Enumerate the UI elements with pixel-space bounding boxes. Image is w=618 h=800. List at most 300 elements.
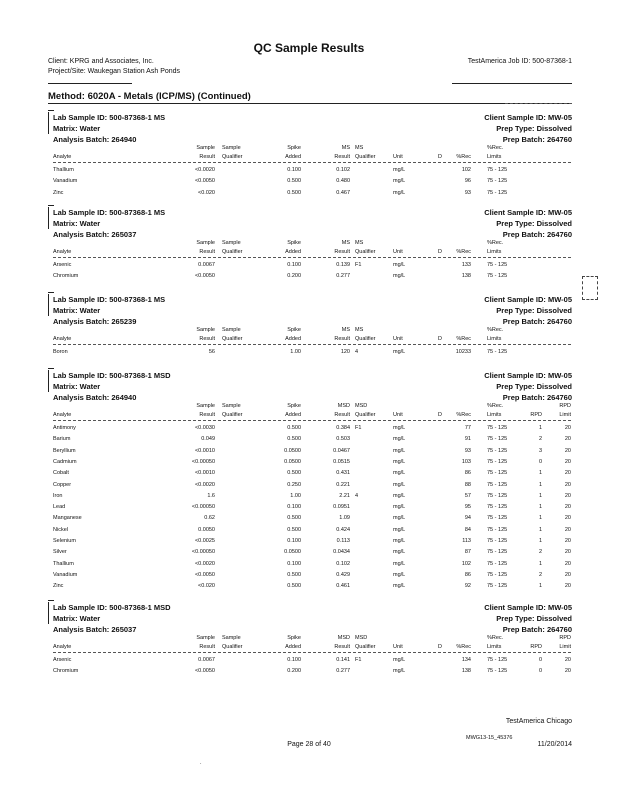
- job-id: TestAmerica Job ID: 500-87368-1: [467, 58, 572, 65]
- section-bracket-foot: [48, 292, 54, 293]
- column-header: Limits: [487, 249, 502, 255]
- lab-sample-id: Lab Sample ID: 500-87368-1 MS: [53, 208, 166, 217]
- table-cell: 84: [464, 526, 471, 533]
- column-header: Qualifier: [355, 336, 376, 342]
- table-cell: <0.0050: [194, 273, 215, 280]
- section-bracket-foot: [48, 205, 54, 206]
- section-info: [53, 602, 171, 635]
- column-header: %Rec: [456, 249, 471, 255]
- table-cell: 138: [461, 273, 471, 280]
- column-header: Result: [334, 412, 350, 418]
- section-bracket: [48, 207, 49, 229]
- table-cell: 4: [355, 349, 359, 355]
- table-cell: 75 - 125: [487, 262, 508, 268]
- table-cell: 0.0467: [333, 447, 350, 454]
- table-cell: 0.500: [287, 189, 301, 196]
- table-cell: 1: [538, 538, 542, 544]
- table-cell: 75 - 125: [487, 538, 508, 544]
- column-header-top: Spike: [287, 240, 301, 246]
- section-prep-info: [484, 370, 572, 403]
- table-cell: 75 - 125: [487, 178, 508, 185]
- client-name: Client: KPRG and Associates, Inc.: [48, 58, 154, 65]
- table-cell: 0.500: [287, 526, 301, 533]
- table-cell: mg/L: [393, 492, 406, 499]
- column-header: D: [438, 644, 442, 650]
- table-cell: 0.0500: [284, 458, 301, 465]
- analyte-name: Vanadium: [53, 571, 78, 578]
- page-title: QC Sample Results: [253, 41, 365, 55]
- table-cell: <0.0050: [194, 178, 215, 185]
- table-cell: 0.100: [287, 560, 301, 567]
- table-cell: 92: [464, 583, 471, 590]
- table-cell: 0.424: [336, 526, 350, 533]
- table-cell: 0.500: [287, 425, 301, 431]
- column-header-top: %Rec.: [487, 327, 504, 333]
- analysis-batch: Analysis Batch: 265239: [53, 317, 137, 326]
- table-cell: 20: [564, 492, 571, 499]
- table-cell: 95: [464, 504, 471, 511]
- table-cell: <0.0010: [194, 447, 215, 454]
- table-cell: <0.0020: [194, 560, 215, 567]
- column-header: Limits: [487, 336, 502, 342]
- column-header-top: Sample: [222, 635, 241, 641]
- matrix: Matrix: Water: [53, 124, 101, 133]
- table-cell: 113: [462, 538, 471, 544]
- table-cell: 0.461: [336, 583, 350, 590]
- column-header-top: Sample: [222, 327, 241, 333]
- analysis-batch: Analysis Batch: 264940: [53, 393, 137, 402]
- column-header-top: MS: [341, 327, 350, 333]
- table-cell: 0.102: [336, 167, 350, 173]
- column-header-top: Spike: [287, 327, 301, 333]
- table-cell: mg/L: [393, 504, 406, 511]
- table-cell: 138: [461, 668, 471, 675]
- column-header-top: MSD: [337, 403, 350, 409]
- analyte-name: Beryllium: [53, 447, 76, 454]
- section-bracket: [48, 112, 49, 134]
- lab-sample-id: Lab Sample ID: 500-87368-1 MSD: [53, 603, 171, 612]
- table-cell: 0.100: [287, 167, 301, 173]
- column-header-top: MSD: [355, 635, 368, 641]
- matrix: Matrix: Water: [53, 382, 101, 391]
- matrix: Matrix: Water: [53, 614, 101, 623]
- section-prep-info: [484, 207, 572, 240]
- table-cell: 0.100: [287, 504, 301, 511]
- column-header: Qualifier: [222, 336, 243, 342]
- prep-batch: Prep Batch: 264760: [502, 625, 572, 634]
- table-cell: 57: [464, 492, 471, 499]
- client-sample-id: Client Sample ID: MW-05: [484, 113, 572, 122]
- table-cell: 1.00: [290, 349, 301, 355]
- prep-type: Prep Type: Dissolved: [496, 306, 572, 315]
- lab-sample-id: Lab Sample ID: 500-87368-1 MS: [53, 295, 166, 304]
- column-header: Added: [285, 154, 301, 160]
- table-cell: 1: [538, 470, 542, 477]
- table-cell: 0.431: [336, 470, 350, 477]
- table-cell: 1.6: [207, 492, 215, 499]
- table-cell: mg/L: [393, 560, 406, 567]
- client-sample-id: Client Sample ID: MW-05: [484, 295, 572, 304]
- analysis-batch: Analysis Batch: 265037: [53, 230, 137, 239]
- table-cell: 0.0515: [333, 458, 350, 465]
- column-header-top: MS: [355, 145, 364, 151]
- header-rule: [53, 162, 571, 163]
- table-cell: mg/L: [393, 583, 406, 590]
- analyte-name: Chromium: [53, 668, 79, 675]
- lab-sample-id: Lab Sample ID: 500-87368-1 MSD: [53, 371, 171, 380]
- table-cell: 75 - 125: [487, 458, 508, 465]
- analyte-name: Arsenic: [53, 657, 72, 663]
- table-cell: 102: [461, 560, 471, 567]
- table-cell: 75 - 125: [487, 657, 508, 663]
- section-info: [53, 207, 165, 240]
- column-header: Unit: [393, 412, 403, 418]
- analysis-batch: Analysis Batch: 264940: [53, 135, 137, 144]
- column-header-top: %Rec.: [487, 145, 504, 151]
- table-cell: 20: [564, 458, 571, 465]
- column-header-top: RPD: [559, 403, 571, 409]
- table-cell: 0.200: [287, 668, 301, 675]
- client-sample-id: Client Sample ID: MW-05: [484, 371, 572, 380]
- table-cell: mg/L: [393, 262, 406, 268]
- table-cell: <0.0020: [194, 167, 215, 173]
- column-header: Result: [199, 154, 215, 160]
- table-cell: 1: [538, 492, 542, 499]
- column-header-top: MSD: [337, 635, 350, 641]
- analyte-name: Nickel: [53, 526, 68, 533]
- footer-page: Page 28 of 40: [287, 741, 331, 748]
- column-header: D: [438, 336, 442, 342]
- column-header-top: Sample: [196, 327, 215, 333]
- matrix: Matrix: Water: [53, 219, 101, 228]
- column-header-top: Sample: [196, 145, 215, 151]
- table-cell: 20: [564, 657, 571, 663]
- column-header: Result: [199, 249, 215, 255]
- table-cell: 88: [464, 481, 471, 488]
- column-header-top: RPD: [559, 635, 571, 641]
- table-cell: <0.0050: [194, 571, 215, 578]
- analyte-name: Vanadium: [53, 178, 78, 185]
- table-cell: 75 - 125: [487, 560, 508, 567]
- analyte-name: Copper: [53, 481, 72, 488]
- analyte-name: Cadmium: [53, 458, 77, 465]
- method-underline: [48, 103, 572, 104]
- table-cell: 2: [538, 549, 542, 556]
- section-bracket: [48, 370, 49, 392]
- table-cell: 2: [538, 436, 542, 443]
- table-cell: 1: [538, 481, 542, 488]
- table-cell: 93: [464, 447, 471, 454]
- section-prep-info: [484, 294, 572, 327]
- table-cell: 0.480: [336, 178, 350, 185]
- column-header: Analyte: [53, 336, 72, 342]
- client-sample-id: Client Sample ID: MW-05: [484, 603, 572, 612]
- column-header: Result: [199, 336, 215, 342]
- table-cell: 20: [564, 538, 571, 544]
- analyte-name: Barium: [53, 436, 71, 443]
- table-cell: 0.0500: [284, 447, 301, 454]
- table-cell: 75 - 125: [487, 515, 508, 522]
- prep-type: Prep Type: Dissolved: [496, 219, 572, 228]
- table-cell: mg/L: [393, 515, 406, 522]
- table-cell: 0.384: [336, 425, 350, 431]
- table-cell: 75 - 125: [487, 273, 508, 280]
- table-cell: 0.049: [201, 436, 215, 443]
- section-bracket-foot: [48, 110, 54, 111]
- table-cell: 1: [538, 515, 542, 522]
- table-cell: <0.020: [198, 189, 215, 196]
- column-header-top: %Rec.: [487, 403, 504, 409]
- table-cell: 75 - 125: [487, 549, 508, 556]
- table-cell: 0.113: [336, 538, 350, 544]
- column-header: Added: [285, 644, 301, 650]
- column-header-top: Sample: [222, 145, 241, 151]
- column-header: Result: [334, 249, 350, 255]
- footer-date: 11/20/2014: [537, 741, 572, 748]
- table-cell: 0.139: [336, 262, 350, 268]
- table-cell: <0.020: [198, 583, 215, 590]
- table-cell: 75 - 125: [487, 436, 508, 443]
- table-cell: 2: [538, 571, 542, 578]
- column-header: Analyte: [53, 154, 72, 160]
- column-header-top: %Rec.: [487, 240, 504, 246]
- column-header: Analyte: [53, 644, 72, 650]
- table-cell: 1: [538, 526, 542, 533]
- header-rule-left: [48, 83, 132, 84]
- prep-batch: Prep Batch: 264760: [502, 135, 572, 144]
- table-cell: 20: [564, 549, 571, 556]
- table-cell: <0.0010: [194, 470, 215, 477]
- column-header-top: Sample: [196, 403, 215, 409]
- table-cell: 96: [464, 178, 471, 185]
- section-bracket: [48, 294, 49, 316]
- table-cell: 20: [564, 571, 571, 578]
- column-header: Unit: [393, 336, 403, 342]
- table-cell: mg/L: [393, 436, 406, 443]
- column-header-top: MSD: [355, 403, 368, 409]
- table-cell: mg/L: [393, 273, 406, 280]
- table-cell: 75 - 125: [487, 668, 508, 675]
- table-cell: mg/L: [393, 167, 406, 173]
- column-header: RPD: [530, 412, 542, 418]
- column-header: Qualifier: [355, 644, 376, 650]
- table-cell: 75 - 125: [487, 481, 508, 488]
- column-header: D: [438, 154, 442, 160]
- column-header: %Rec: [456, 336, 471, 342]
- table-cell: mg/L: [393, 458, 406, 465]
- margin-stamp: [582, 276, 598, 300]
- table-cell: 4: [355, 492, 359, 499]
- footer-code: MWG13-15_45376: [466, 735, 513, 741]
- column-header: Result: [334, 154, 350, 160]
- table-cell: 93: [464, 189, 471, 196]
- prep-batch: Prep Batch: 264760: [502, 317, 572, 326]
- table-cell: 2.21: [339, 492, 350, 499]
- table-cell: F1: [355, 425, 362, 431]
- table-cell: 77: [464, 425, 471, 431]
- analyte-name: Thallium: [53, 560, 74, 567]
- column-header: %Rec: [456, 154, 471, 160]
- column-header-top: %Rec.: [487, 635, 504, 641]
- prep-type: Prep Type: Dissolved: [496, 124, 572, 133]
- column-header: Qualifier: [355, 154, 376, 160]
- table-cell: <0.00050: [191, 458, 215, 465]
- analyte-name: Thallium: [53, 167, 74, 173]
- table-cell: 20: [564, 526, 571, 533]
- column-header: %Rec: [456, 644, 471, 650]
- table-cell: 75 - 125: [487, 189, 508, 196]
- table-cell: 87: [464, 549, 471, 556]
- table-cell: mg/L: [393, 189, 406, 196]
- column-header: Result: [334, 644, 350, 650]
- section-info: [53, 112, 165, 145]
- analyte-name: Boron: [53, 349, 68, 355]
- analyte-name: Manganese: [53, 515, 82, 522]
- column-header-top: Sample: [196, 635, 215, 641]
- column-header: Unit: [393, 644, 403, 650]
- table-cell: 75 - 125: [487, 425, 508, 431]
- column-header-top: Spike: [287, 403, 301, 409]
- table-cell: 0.503: [336, 436, 350, 443]
- table-cell: <0.00050: [191, 504, 215, 511]
- table-cell: 102: [461, 167, 471, 173]
- table-cell: 75 - 125: [487, 492, 508, 499]
- footer-lab: TestAmerica Chicago: [505, 718, 572, 725]
- column-header: D: [438, 249, 442, 255]
- column-header: %Rec: [456, 412, 471, 418]
- analyte-name: Silver: [53, 549, 67, 556]
- table-cell: 20: [564, 436, 571, 443]
- column-header: Qualifier: [355, 249, 376, 255]
- analyte-name: Cobalt: [53, 470, 69, 477]
- column-header-top: Sample: [196, 240, 215, 246]
- column-header: Qualifier: [222, 249, 243, 255]
- column-header: Result: [199, 644, 215, 650]
- column-header: Unit: [393, 154, 403, 160]
- project-site: Project/Site: Waukegan Station Ash Ponds: [48, 68, 181, 75]
- table-cell: 0: [538, 668, 542, 675]
- table-cell: 0.100: [287, 657, 301, 663]
- column-header: Limits: [487, 154, 502, 160]
- table-cell: 0.100: [287, 262, 301, 268]
- column-header-top: Spike: [287, 145, 301, 151]
- table-cell: 1.00: [290, 492, 301, 499]
- table-cell: 86: [464, 571, 471, 578]
- table-cell: 0.500: [287, 436, 301, 443]
- table-cell: 1: [538, 560, 542, 567]
- table-cell: mg/L: [393, 538, 406, 544]
- table-cell: 0.0067: [198, 262, 215, 268]
- column-header: Qualifier: [222, 412, 243, 418]
- table-cell: 0.500: [287, 470, 301, 477]
- analyte-name: Arsenic: [53, 262, 72, 268]
- section-info: [53, 294, 165, 327]
- table-cell: 20: [564, 668, 571, 675]
- analyte-name: Zinc: [53, 583, 64, 590]
- matrix: Matrix: Water: [53, 306, 101, 315]
- table-cell: 3: [538, 447, 542, 454]
- footer-mark: .: [200, 760, 202, 766]
- table-cell: 20: [564, 447, 571, 454]
- table-cell: 0.277: [336, 668, 350, 675]
- table-cell: mg/L: [393, 481, 406, 488]
- table-cell: 75 - 125: [487, 349, 508, 355]
- column-header: D: [438, 412, 442, 418]
- table-cell: 91: [464, 436, 471, 443]
- column-header: Qualifier: [222, 154, 243, 160]
- column-header: Result: [334, 336, 350, 342]
- column-header: Added: [285, 249, 301, 255]
- table-cell: mg/L: [393, 571, 406, 578]
- header-rule: [53, 257, 571, 258]
- table-cell: mg/L: [393, 526, 406, 533]
- table-cell: mg/L: [393, 447, 406, 454]
- table-cell: mg/L: [393, 349, 406, 355]
- column-header-top: MS: [355, 240, 364, 246]
- table-cell: 75 - 125: [487, 167, 508, 173]
- column-header: Qualifier: [222, 644, 243, 650]
- table-cell: 0.62: [204, 515, 215, 522]
- table-cell: 20: [564, 560, 571, 567]
- table-cell: 0: [538, 657, 542, 663]
- section-info: [53, 370, 171, 403]
- table-cell: 20: [564, 481, 571, 488]
- table-cell: 0.0050: [198, 526, 215, 533]
- table-cell: 75 - 125: [487, 571, 508, 578]
- section-bracket: [48, 602, 49, 624]
- column-header-top: Spike: [287, 635, 301, 641]
- table-cell: mg/L: [393, 668, 406, 675]
- table-cell: 0.250: [287, 481, 301, 488]
- table-cell: <0.0020: [194, 481, 215, 488]
- table-cell: 0.100: [287, 538, 301, 544]
- method-heading: Method: 6020A - Metals (ICP/MS) (Continued): [48, 91, 251, 102]
- prep-batch: Prep Batch: 264760: [502, 230, 572, 239]
- table-cell: F1: [355, 262, 362, 268]
- table-cell: mg/L: [393, 425, 406, 431]
- table-cell: mg/L: [393, 657, 406, 663]
- table-cell: 10233: [455, 349, 471, 355]
- column-header-top: MS: [355, 327, 364, 333]
- column-header: Result: [199, 412, 215, 418]
- table-cell: 133: [461, 262, 471, 268]
- table-cell: 56: [208, 349, 215, 355]
- analyte-name: Selenium: [53, 538, 76, 544]
- table-cell: F1: [355, 657, 362, 663]
- column-header-top: MS: [341, 145, 350, 151]
- table-cell: 120: [340, 349, 350, 355]
- column-header-top: Sample: [222, 403, 241, 409]
- table-cell: <0.0025: [194, 538, 215, 544]
- table-cell: 0.0434: [333, 549, 350, 556]
- table-cell: 86: [464, 470, 471, 477]
- prep-batch: Prep Batch: 264760: [502, 393, 572, 402]
- column-header: Qualifier: [355, 412, 376, 418]
- column-header: Analyte: [53, 249, 72, 255]
- client-sample-id: Client Sample ID: MW-05: [484, 208, 572, 217]
- analyte-name: Iron: [53, 492, 63, 499]
- analyte-name: Zinc: [53, 189, 64, 196]
- column-header: RPD: [530, 644, 542, 650]
- table-cell: 20: [564, 425, 571, 431]
- analysis-batch: Analysis Batch: 265037: [53, 625, 137, 634]
- table-cell: 94: [464, 515, 471, 522]
- column-header: Limits: [487, 644, 502, 650]
- analyte-name: Lead: [53, 504, 66, 511]
- column-header-top: Sample: [222, 240, 241, 246]
- table-cell: 0.500: [287, 178, 301, 185]
- table-cell: 0.0500: [284, 549, 301, 556]
